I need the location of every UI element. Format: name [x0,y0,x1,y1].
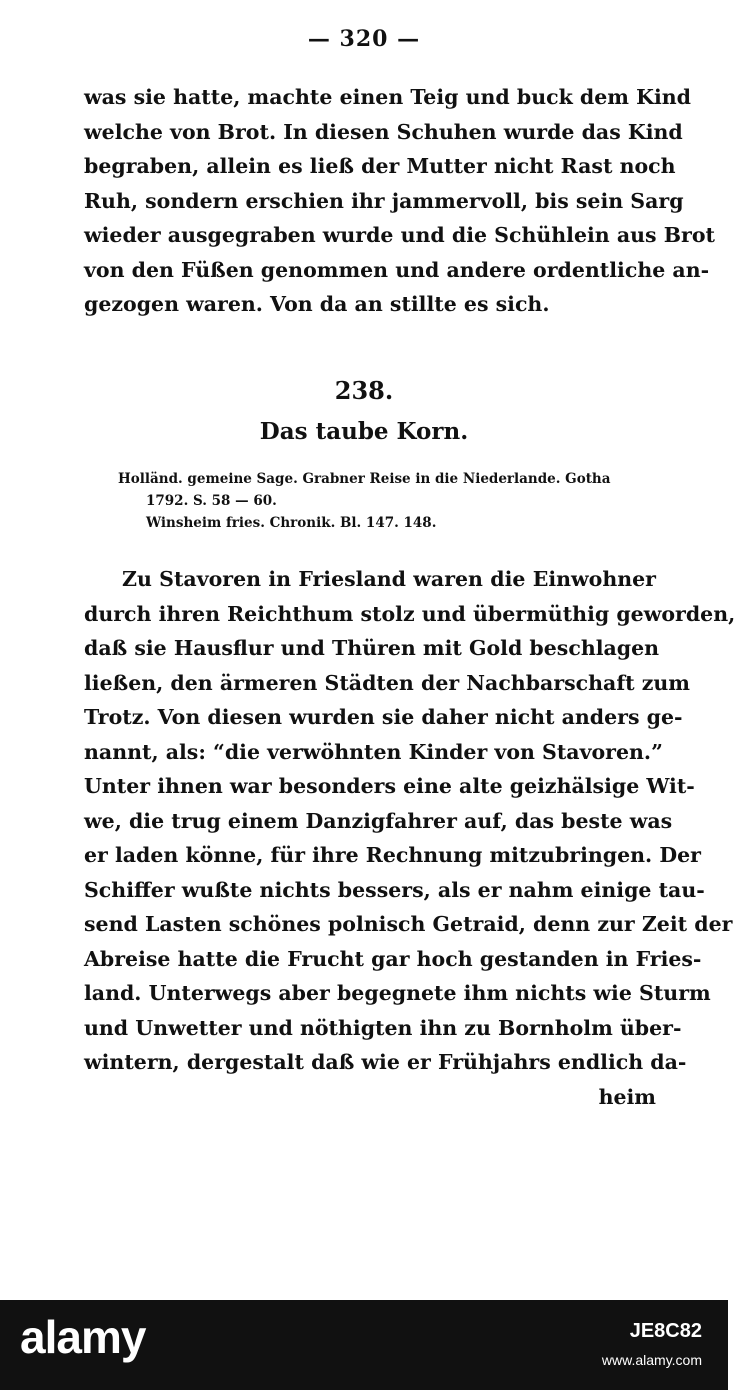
text-line: und Unwetter und nöthigten ihn zu Bornholm über- [84,1015,682,1040]
text-line: Unter ihnen war besonders eine alte geizhälsige Wit- [84,774,695,798]
text-line: we, die trug einem Danzigfahrer auf, das beste was [84,808,673,833]
text-line: durch ihren Reichthum stolz und übermüthig geworden, [84,601,735,626]
text-line: ließen, den ärmeren Städten der Nachbarschaft zum [84,670,690,695]
source-line: Winsheim fries. Chronik. Bl. 147. 148. [146,515,437,531]
source-line: 1792. S. 58 — 60. [146,493,277,509]
text-line: daß sie Hausflur und Thüren mit Gold beschlagen [84,636,660,660]
catchword: heim [598,1084,656,1109]
section-title: Das taube Korn. [259,418,469,445]
text-line: Ruh, sondern erschien ihr jammervoll, bis sein Sarg [84,188,684,213]
page-number: — 320 — [307,26,421,52]
source-references [118,468,656,534]
image-code: JE8C82 [629,1320,702,1342]
text-line: land. Unterwegs aber begegnete ihm nichts wie Sturm [84,981,711,1005]
alamy-logo: alamy [20,1311,146,1363]
text-line: wieder ausgegraben wurde und die Schühlein aus Brot [84,223,715,247]
text-line: gezogen waren. Von da an stillte es sich. [84,292,550,316]
text-line: von den Füßen genommen und andere ordentliche an- [84,257,710,282]
text-line: Trotz. Von diesen wurden sie daher nicht anders ge- [84,705,683,729]
text-line: er laden könne, für ihre Rechnung mitzubringen. Der [84,843,701,867]
paragraph-continued [84,80,715,322]
text-line: nannt, als: “die verwöhnten Kinder von Stavoren.” [84,739,663,764]
text-line: Zu Stavoren in Friesland waren die Einwohner [122,567,656,591]
story-paragraph [84,562,735,1114]
source-line: Holländ. gemeine Sage. Grabner Reise in die Niederlande. Gotha [118,471,611,487]
text-line: Schiffer wußte nichts bessers, als er nahm einige tau- [84,877,705,902]
text-line: begraben, allein es ließ der Mutter nicht Rast noch [84,154,676,178]
site-url: www.alamy.com [601,1352,702,1368]
text-line: send Lasten schönes polnisch Getraid, denn zur Zeit der [84,912,733,936]
text-line: was sie hatte, machte einen Teig und buck dem Kind [84,85,691,109]
text-line: Abreise hatte die Frucht gar hoch gestanden in Fries- [84,946,702,971]
watermark-banner [0,1300,728,1390]
text-line: wintern, dergestalt daß wie er Frühjahrs endlich da- [84,1050,687,1074]
section-number: 238. [334,376,394,405]
text-line: welche von Brot. In diesen Schuhen wurde das Kind [84,119,683,144]
